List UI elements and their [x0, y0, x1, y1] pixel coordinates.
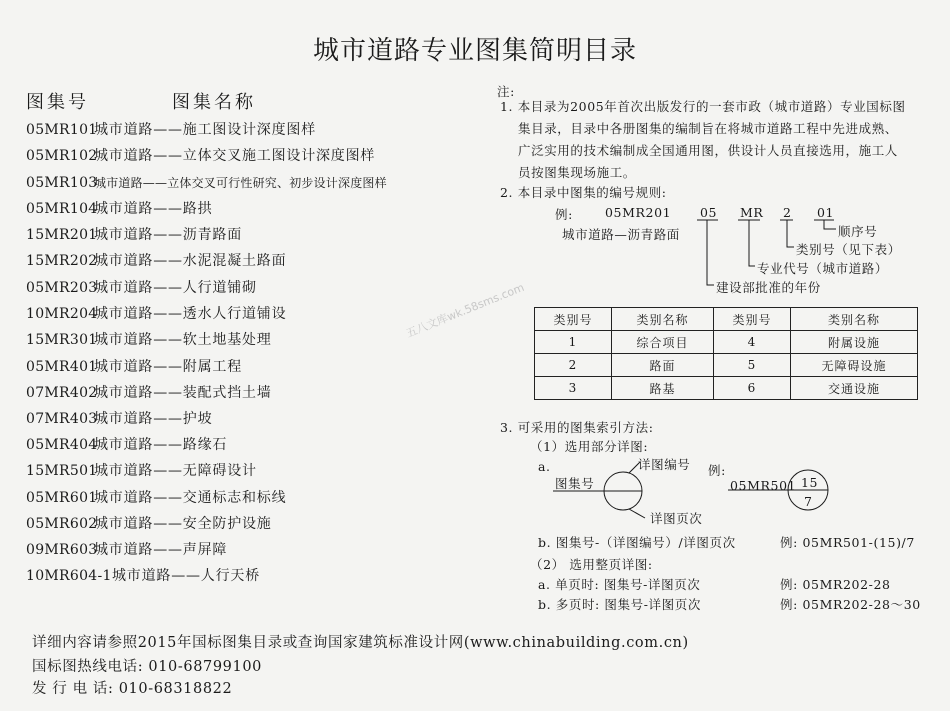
- note-1-line-4: 员按图集现场施工。: [518, 165, 636, 180]
- single-page-rule: a. 单页时: 图集号-详图页次: [538, 577, 701, 592]
- atlas-code: 15MR202: [26, 253, 98, 269]
- single-page-example: 例: 05MR202-28: [780, 577, 891, 592]
- leader-year: [707, 220, 714, 285]
- atlas-name: 城市道路——附属工程: [94, 359, 242, 375]
- method-1-b: b. 图集号-（详图编号）/详图页次: [538, 535, 736, 550]
- multi-page-rule: b. 多页时: 图集号-详图页次: [538, 597, 701, 612]
- atlas-code: 05MR601: [26, 490, 98, 506]
- note-1-line-3: 广泛实用的技术编制成全国通用图，供设计人员直接选用，施工人: [518, 143, 898, 158]
- footer-reference: 详细内容请参照2015年国标图集目录或查询国家建筑标准设计网(www.chinabuilding.com.cn): [32, 635, 689, 651]
- atlas-name: 城市道路——路缘石: [94, 437, 228, 453]
- atlas-code: 09MR603: [26, 542, 98, 558]
- leader-category: [787, 220, 794, 247]
- atlas-code: 15MR301: [26, 332, 98, 348]
- atlas-code: 15MR201: [26, 227, 98, 243]
- example-prefix: 例:: [555, 207, 573, 222]
- table-cell: 路面: [611, 354, 713, 377]
- table-header: 类别名称: [790, 308, 917, 331]
- page-title: 城市道路专业图集简明目录: [312, 36, 637, 66]
- notes-label: 注:: [497, 84, 515, 99]
- table-cell: 5: [713, 354, 790, 377]
- table-cell: 无障碍设施: [790, 354, 917, 377]
- footer-distribution-phone: 发 行 电 话: 010-68318822: [32, 681, 233, 697]
- leader-profession: [749, 220, 755, 266]
- atlas-name: 城市道路——立体交叉可行性研究、初步设计深度图样: [94, 176, 387, 190]
- method-1: （1）选用部分详图:: [530, 439, 649, 454]
- leader-sequence: [824, 220, 836, 229]
- example-code: 05MR201: [605, 205, 672, 220]
- detail-page-label: 详图页次: [650, 511, 703, 526]
- atlas-name: 城市道路——护坡: [94, 411, 213, 427]
- atlas-code: 15MR501: [26, 463, 98, 479]
- table-cell: 交通设施: [790, 377, 917, 400]
- table-cell: 2: [535, 354, 612, 377]
- example-name: 城市道路—沥青路面: [562, 227, 680, 242]
- table-header: 类别名称: [611, 308, 713, 331]
- label-profession: 专业代号（城市道路）: [757, 261, 889, 276]
- label-category: 类别号（见下表）: [796, 242, 901, 257]
- atlas-name: 城市道路——立体交叉施工图设计深度图样: [94, 148, 376, 164]
- detail-page-leader: [629, 509, 645, 518]
- table-cell: 3: [535, 377, 612, 400]
- atlas-name: 城市道路——人行天桥: [112, 568, 260, 584]
- footer-hotline: 国标图热线电话: 010-68799100: [32, 659, 262, 675]
- atlas-name: 城市道路——软土地基处理: [94, 332, 272, 348]
- code-column-header: 图集号: [26, 92, 89, 113]
- method-1-b-example: 例: 05MR501-(15)/7: [780, 535, 915, 550]
- part-mr: MR: [740, 205, 764, 220]
- table-cell: 路基: [611, 377, 713, 400]
- method-1-a-label: a.: [538, 459, 551, 474]
- table-cell: 4: [713, 331, 790, 354]
- note-3: 3. 可采用的图集索引方法:: [500, 420, 654, 435]
- label-sequence: 顺序号: [838, 224, 878, 239]
- atlas-name: 城市道路——沥青路面: [94, 227, 242, 243]
- atlas-name: 城市道路——装配式挡土墙: [94, 385, 272, 401]
- atlas-code: 05MR404: [26, 437, 98, 453]
- note-1-line-2: 集目录，目录中各册图集的编制旨在将城市道路工程中先进成熟、: [518, 121, 898, 136]
- table-header: 类别号: [713, 308, 790, 331]
- atlas-name: 城市道路——交通标志和标线: [94, 490, 287, 506]
- name-column-header: 图集名称: [172, 92, 256, 113]
- atlas-code: 05MR401: [26, 359, 98, 375]
- atlas-name: 城市道路——人行道铺砌: [94, 280, 257, 296]
- atlas-name: 城市道路——声屏障: [94, 542, 228, 558]
- watermark: 五八文库wk.58sms.com: [404, 280, 527, 341]
- detail-number-leader: [629, 462, 640, 473]
- atlas-code: 10MR604-1: [26, 568, 112, 584]
- note-2: 2. 本目录中图集的编号规则:: [500, 185, 667, 200]
- atlas-name: 城市道路——透水人行道铺设: [94, 306, 287, 322]
- atlas-code: 05MR203: [26, 280, 98, 296]
- table-cell: 综合项目: [611, 331, 713, 354]
- atlas-code: 05MR102: [26, 148, 98, 164]
- label-year: 建设部批准的年份: [716, 280, 821, 295]
- part-category: 2: [783, 205, 792, 220]
- atlas-name: 城市道路——水泥混凝土路面: [94, 253, 287, 269]
- table-header: 类别号: [535, 308, 612, 331]
- part-year: 05: [700, 205, 718, 220]
- atlas-code: 07MR403: [26, 411, 98, 427]
- atlas-code: 07MR402: [26, 385, 98, 401]
- atlas-name: 城市道路——无障碍设计: [94, 463, 257, 479]
- index-example-top: 15: [801, 475, 819, 490]
- atlas-code: 10MR204: [26, 306, 98, 322]
- note-1-line-1: 1. 本目录为2005年首次出版发行的一套市政（城市道路）专业国标图: [500, 99, 906, 114]
- index-example-code: 05MR501: [730, 478, 797, 493]
- atlas-name: 城市道路——施工图设计深度图样: [94, 122, 316, 138]
- atlas-name: 城市道路——路拱: [94, 201, 213, 217]
- detail-number-label: 详图编号: [638, 457, 691, 472]
- atlas-code: 05MR103: [26, 175, 98, 191]
- index-example-label: 例:: [708, 463, 726, 478]
- table-cell: 6: [713, 377, 790, 400]
- atlas-code: 05MR104: [26, 201, 98, 217]
- atlas-code: 05MR101: [26, 122, 98, 138]
- index-example-bottom: 7: [804, 494, 813, 509]
- table-cell: 附属设施: [790, 331, 917, 354]
- atlas-name: 城市道路——安全防护设施: [94, 516, 272, 532]
- multi-page-example: 例: 05MR202-28～30: [780, 597, 921, 612]
- part-sequence: 01: [817, 205, 835, 220]
- table-cell: 1: [535, 331, 612, 354]
- method-2: （2） 选用整页详图:: [530, 557, 653, 572]
- atlas-number-label: 图集号: [555, 476, 595, 491]
- atlas-code: 05MR602: [26, 516, 98, 532]
